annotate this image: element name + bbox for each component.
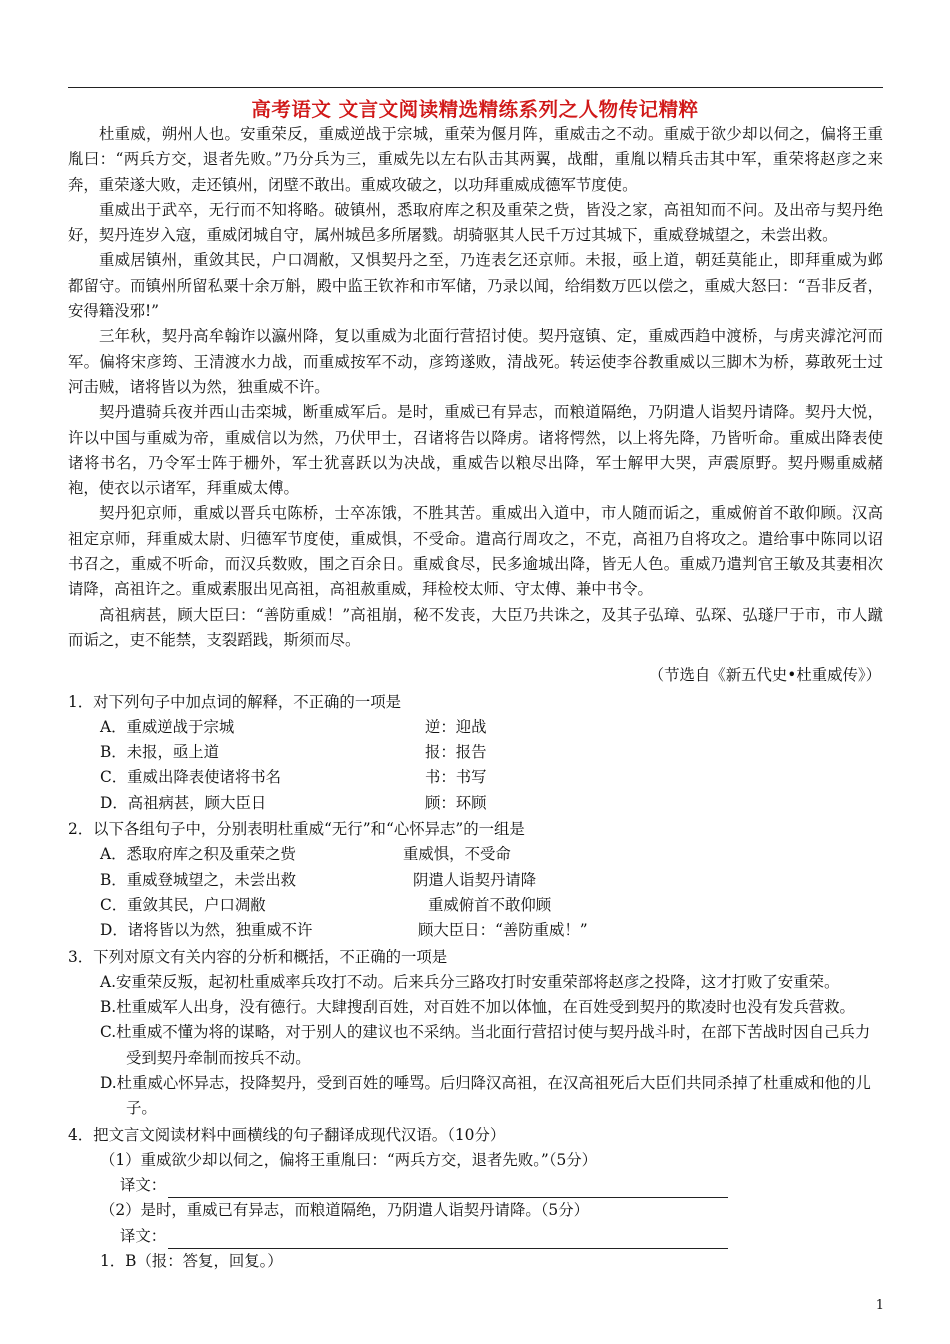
header-rule bbox=[68, 87, 883, 88]
passage-paragraph: 契丹犯京师，重威以晋兵屯陈桥，士卒冻饿，不胜其苦。重威出入道中，市人随而诟之，重威俯首不敢仰顾。汉高祖定京师，拜重威太尉、归德军节度使，重威惧，不受命。遣高行周攻之，不克，高祖乃自将攻之。遣给事中陈同以诏书召之，重威不听命，而汉兵数败，围之百余日。重威食尽，民多逾城出降，皆无人色。重威乃遣判官王敏及其妻相次请降，高祖许之。重威素服出见高祖，高祖赦重威，拜检校太师、守太傅、兼中书令。 bbox=[68, 504, 883, 599]
passage-paragraph: 重威居镇州，重敛其民，户口凋敝，又惧契丹之至，乃连表乞还京师。未报，亟上道，朝廷莫能止，即拜重威为邺都留守。而镇州所留私粟十余万斛，殿中监王钦祚和市军储，乃录以闻，给绢数万匹以偿之，重威大怒曰：“吾非反者，安得籍没邪!” bbox=[68, 251, 883, 321]
question-3-option-b bbox=[68, 995, 883, 1020]
option-text: A．悉取府库之积及重荣之赀 bbox=[100, 845, 296, 864]
passage-paragraph: 高祖病甚，顾大臣曰：“善防重威！”高祖崩，秘不发丧，大臣乃共诛之，及其子弘璋、弘琛、弘璲尸于市，市人蹴而诟之，吏不能禁，支裂蹈践，斯须而尽。 bbox=[68, 605, 883, 649]
passage-paragraph: 重威出于武卒，无行而不知将略。破镇州，悉取府库之积及重荣之赀，皆没之家，高祖知而不问。及出帝与契丹绝好，契丹连岁入寇，重威闭城自守，属州城邑多所屠戮。胡骑驱其人民千万过其城下，重威登城望之，未尝出救。 bbox=[68, 200, 883, 245]
document-body bbox=[68, 122, 883, 1274]
option-gloss: 逆：迎战 bbox=[425, 717, 487, 736]
option-text: B.杜重威军人出身，没有德行。大肆搜刮百姓，对百姓不加以体恤，在百姓受到契丹的欺凌时也没有发兵营救。 bbox=[100, 998, 855, 1017]
option-text-2: 重威惧，不受命 bbox=[403, 845, 511, 864]
option-text: C．重敛其民，户口凋敝 bbox=[100, 895, 266, 914]
option-text-2: 顾大臣日：“善防重威！” bbox=[418, 921, 588, 940]
question-2-option-b bbox=[68, 868, 883, 893]
option-text: D.杜重威心怀异志，投降契丹，受到百姓的唾骂。后归降汉高祖，在汉高祖死后大臣们共同杀掉了杜重威和他的儿子。 bbox=[100, 1073, 871, 1118]
question-3-option-c bbox=[68, 1020, 883, 1071]
question-2-option-d bbox=[68, 918, 883, 943]
question-1-option-d bbox=[68, 791, 883, 816]
passage-paragraph: 杜重威，朔州人也。安重荣反，重威逆战于宗城，重荣为偃月阵，重威击之不动。重威于欲少却以伺之，偏将王重胤曰：“两兵方交，退者先败。”乃分兵为三，重威先以左右队击其两翼，战酣，重胤以精兵击其中军，重荣将赵彦之来奔，重荣遂大败，走还镇州，闭壁不敢出。重威攻破之，以功拜重威成德军节度使。 bbox=[68, 125, 883, 194]
question-4-stem: 4．把文言文阅读材料中画横线的句子翻译成现代汉语。（10分） bbox=[68, 1125, 506, 1144]
question-1-stem: 1．对下列句子中加点词的解释，不正确的一项是 bbox=[68, 692, 401, 711]
question-3-option-a bbox=[68, 970, 883, 995]
option-gloss: 报：报告 bbox=[425, 743, 487, 762]
question-1-option-a bbox=[68, 715, 883, 740]
translation-label: 译文： bbox=[120, 1176, 167, 1195]
question-2-option-a bbox=[68, 842, 883, 867]
question-2-stem: 2．以下各组句子中，分别表明杜重威“无行”和“心怀异志”的一组是 bbox=[68, 820, 525, 839]
passage-paragraph: 三年秋，契丹高牟翰诈以瀛州降，复以重威为北面行营招讨使。契丹寇镇、定，重威西趋中渡桥，与虏夹滹沱河而军。偏将宋彦筠、王清渡水力战，而重威按军不动，彦筠遂败，清战死。转运使李谷教重威以三脚木为桥，募敢死士过河击贼，诸将皆以为然，独重威不许。 bbox=[68, 327, 883, 396]
answer-line[interactable] bbox=[168, 1228, 728, 1249]
page-title: 高考语文 文言文阅读精选精练系列之人物传记精粹 bbox=[251, 98, 699, 121]
question-1-option-c bbox=[68, 765, 883, 790]
page-number: 1 bbox=[875, 1298, 884, 1313]
option-text: C．重威出降表使诸将书名 bbox=[100, 768, 282, 787]
option-text-2: 阴遣人诣契丹请降 bbox=[413, 870, 537, 889]
option-gloss: 书：书写 bbox=[425, 768, 487, 787]
option-text: B．重威登城望之，未尝出救 bbox=[100, 870, 296, 889]
option-text: D．高祖病甚，顾大臣日 bbox=[100, 793, 267, 812]
translation-label: 译文： bbox=[120, 1226, 167, 1245]
passage-paragraph: 契丹遣骑兵夜并西山击栾城，断重威军后。是时，重威已有异志，而粮道隔绝，乃阴遣人诣契丹请降。契丹大悦，许以中国与重威为帝，重威信以为然，乃伏甲士，召诸将告以降虏。诸将愕然，以上将先降，乃皆听命。重威出降表使诸将书名，乃令军士阵于栅外，军士犹喜跃以为决战，重威告以粮尽出降，军士解甲大哭，声震原野。契丹赐重威赭袍，使衣以示诸军，拜重威太傅。 bbox=[68, 403, 883, 498]
option-gloss: 顾：环顾 bbox=[425, 793, 487, 812]
translation-row-1 bbox=[68, 1173, 883, 1198]
question-2-option-c bbox=[68, 893, 883, 918]
question-3-option-d bbox=[68, 1071, 883, 1122]
answer-key: 1．B（报：答复，回复。） bbox=[100, 1252, 283, 1271]
option-text: C.杜重威不懂为将的谋略，对于别人的建议也不采纳。当北面行营招讨使与契丹战斗时，在部下苦战时因自己兵力受到契丹牵制而按兵不动。 bbox=[100, 1023, 871, 1067]
answer-line[interactable] bbox=[168, 1177, 728, 1198]
source-citation: （节选自《新五代史•杜重威传》） bbox=[648, 666, 881, 685]
option-text: A.安重荣反叛，起初杜重威率兵攻打不动。后来兵分三路攻打时安重荣部将赵彦之投降，这才打败了安重荣。 bbox=[100, 972, 840, 991]
translation-row-2 bbox=[68, 1224, 883, 1249]
option-text: B．未报，亟上道 bbox=[100, 743, 220, 762]
question-4-item-1: （1）重威欲少却以伺之，偏将王重胤曰：“两兵方交，退者先败。”（5分） bbox=[100, 1150, 598, 1169]
option-text-2: 重威俯首不敢仰顾 bbox=[428, 895, 552, 914]
option-text: A．重威逆战于宗城 bbox=[100, 717, 235, 736]
question-4-item-2: （2）是时，重威已有异志，而粮道隔绝，乃阴遣人诣契丹请降。（5分） bbox=[100, 1201, 589, 1220]
question-3-stem: 3．下列对原文有关内容的分析和概括，不正确的一项是 bbox=[68, 947, 448, 966]
question-1-option-b bbox=[68, 740, 883, 765]
option-text: D．诸将皆以为然，独重威不许 bbox=[100, 921, 313, 940]
